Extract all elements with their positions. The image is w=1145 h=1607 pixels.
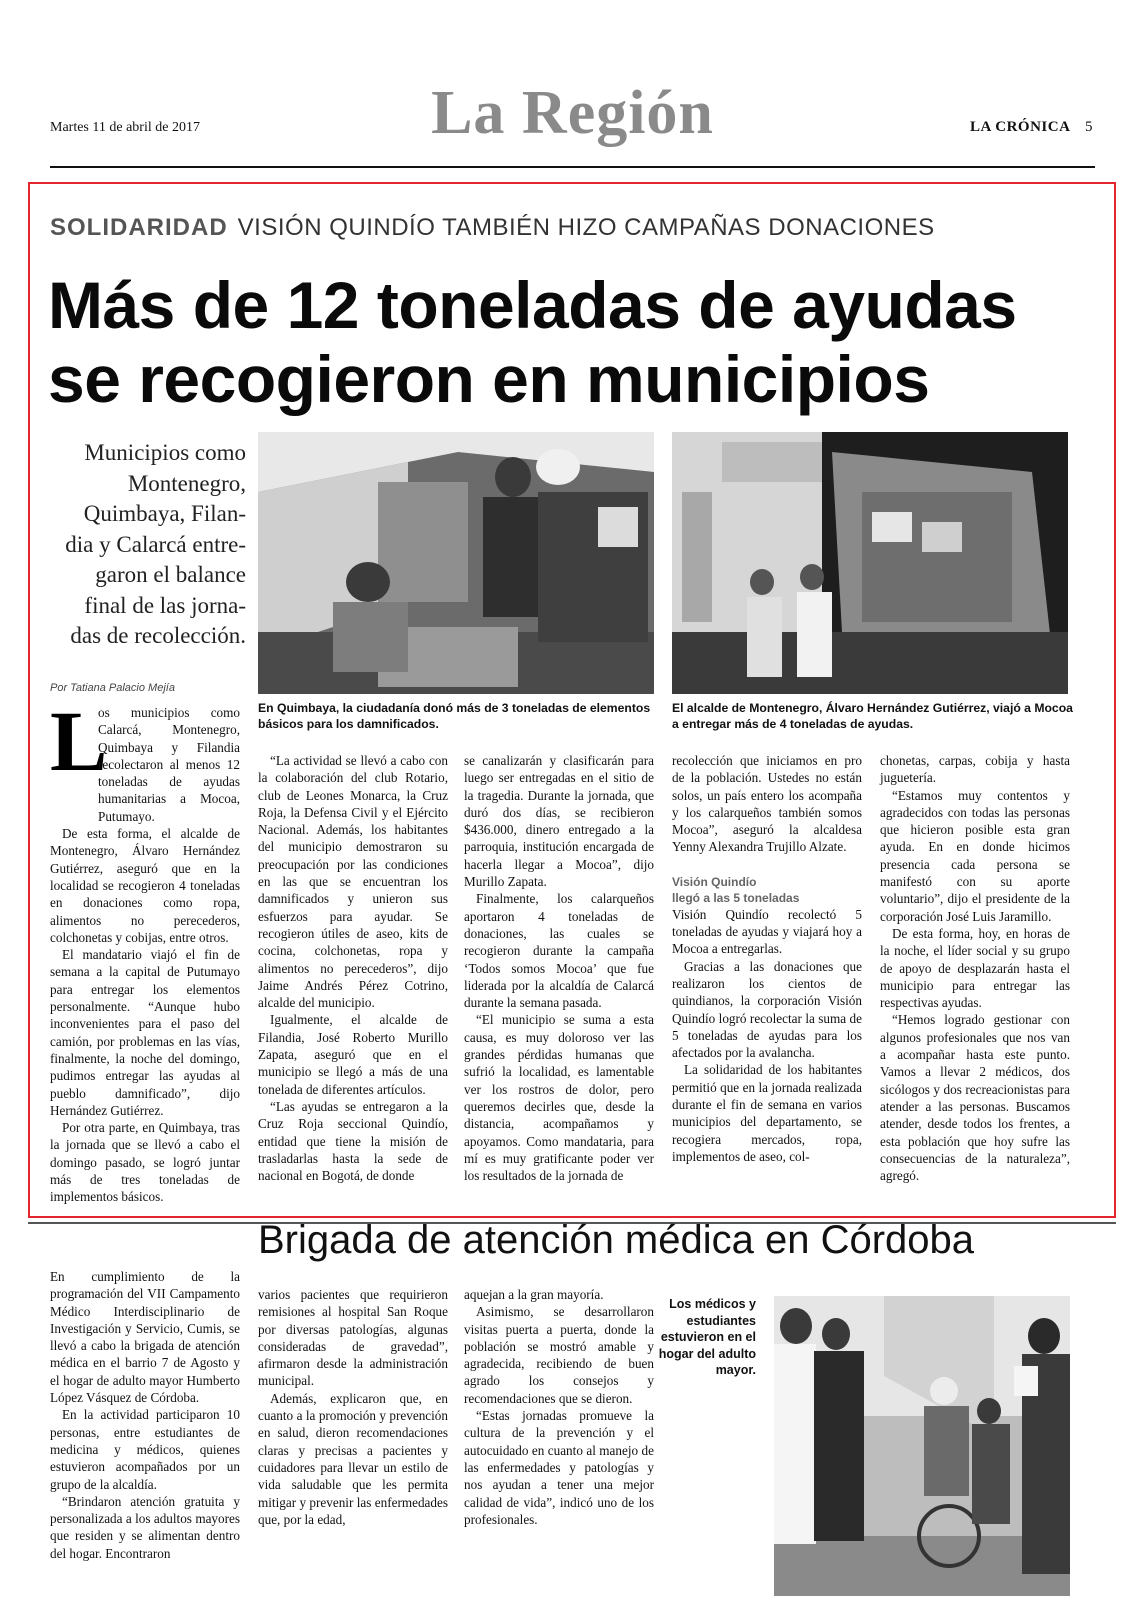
paragraph: varios pacientes que requirieron remisiones al hospital San Roque por diversas patologías, algunas consideradas de gravedad”, afirmaron desde la administración municipal. (258, 1287, 448, 1389)
drop-cap: L (50, 693, 108, 789)
paragraph: recolección que iniciamos en pro de la población. Ustedes no están solos, un país entero los acompaña y los calarqueños también somos Mocoa”, aseguró la alcaldesa Yenny Alexandra Trujillo Alzate. (672, 753, 862, 855)
photo-caption-montenegro: El alcalde de Montenegro, Álvaro Hernández Gutiérrez, viajó a Mocoa a entregar más de 4 toneladas de ayudas. (672, 701, 1073, 731)
photo-caption-quimbaya: En Quimbaya, la ciudadanía donó más de 3 toneladas de elementos básicos para los damnificados. (258, 701, 651, 731)
deck-line: garon el balance (95, 562, 246, 587)
headline-line-1: Más de 12 toneladas de ayudas (48, 268, 1017, 342)
deck-line: Municipios como (84, 440, 246, 465)
paragraph: De esta forma, el alcalde de Montenegro, Álvaro Hernández Gutiérrez, aseguró que en la localidad se recogieron 4 toneladas en donaciones como ropa, alimentos no perecederos, colchonetas y cobijas, entre otros. (50, 826, 240, 945)
article2-column-1 (50, 1268, 240, 1562)
article-deck (50, 438, 246, 652)
paragraph: El mandatario viajó el fin de semana a la capital de Putumayo para entregar los elementos personalmente. “Aunque hubo inconvenientes para el paso del camión, por problemas en las vías, finalmente, la noche del domingo, pudimos entregar las ayudas al pueblo damnificado”, dijo Hernández Gutiérrez. (50, 947, 240, 1118)
paragraph: Visión Quindío recolectó 5 toneladas de ayudas y viajará hoy a Mocoa a entregarlas. (672, 906, 862, 957)
main-headline (48, 268, 1098, 416)
paragraph: “Hemos logrado gestionar con algunos profesionales que nos van a acompañar hasta este punto. Vamos a llevar 2 médicos, dos sicólogos y dos recreacionistas para atender a las personas. Buscamos atender, desde todos los frentes, a esta población que hoy sufre las consecuencias de la naturaleza”, agregó. (880, 1012, 1070, 1184)
deck-line: final de las jorna- (84, 592, 246, 618)
paragraph: chonetas, carpas, cobija y hasta juguetería. (880, 753, 1070, 786)
subhead-line: Visión Quindío (672, 874, 757, 889)
paragraph: Asimismo, se desarrollaron visitas puerta a puerta, donde la población se mostró amable y agradecida, recibiendo de buen agrado los consejos y recomendaciones que se dieron. (464, 1304, 654, 1406)
page-number: 5 (1085, 119, 1093, 135)
secondary-headline: Brigada de atención médica en Córdoba (258, 1218, 975, 1262)
article-column-4 (672, 752, 862, 1165)
kicker (50, 214, 935, 242)
paragraph: “Las ayudas se entregaron a la Cruz Roja seccional Quindío, entidad que tiene la misión de trasladarlas hasta la sede de nacional en Bogotá, de donde (258, 1098, 448, 1184)
paragraph: “El municipio se suma a esta causa, es muy doloroso ver las grandes pérdidas humanas que sufrió la localidad, es lamentable ver los rostros de dolor, pero queremos decirles que, desde la distancia, acompañamos y apoyamos. Como mandataria, para mí es muy gratificante poder ver los resultados de la jornada de (464, 1012, 654, 1184)
deck-line: Montenegro, (127, 470, 246, 496)
article-column-2 (258, 752, 448, 1184)
paragraph: “Estas jornadas promueve la cultura de la prevención y el autocuidado en cuanto al manejo de las enfermedades y patologías y nos ayudan a tener una mejor calidad de vida”, indicó uno de los profesionales. (464, 1408, 654, 1527)
paragraph: se canalizarán y clasificarán para luego ser entregadas en el sitio de la tragedia. Durante la jornada, que duró dos días, se recibieron $436.000, dinero entregado a la parroquia, institución encargada de hacerla llegar a Mocoa”, dijo Murillo Zapata. (464, 753, 654, 890)
paragraph: “La actividad se llevó a cabo con la colaboración del club Rotario, club de Leones Monarca, la Cruz Roja, la Defensa Civil y el Ejército Nacional. Además, los habitantes del municipio demostraron su preocupación por las condiciones en las que se encuentran los damnificados y unieron sus esfuerzos para ayudar. Se recogieron útiles de aseo, kits de cocina, colchonetas, ropa y alimentos no perecederos”, dijo Jaime Andrés Pérez Cotrino, alcalde del municipio. (258, 753, 448, 1011)
subhead-vision-quindio (672, 874, 862, 906)
photo-montenegro (672, 432, 1068, 694)
kicker-label: SOLIDARIDAD (50, 214, 228, 241)
paragraph: aquejan a la gran mayoría. (464, 1287, 604, 1302)
paragraph: Además, explicaron que, en cuanto a la promoción y prevención en salud, dieron recomendaciones claras y precisas a pacientes y cuidadores para llevar un estilo de vida saludable que les permita mitigar y prevenir las enfermedades que, por la edad, (258, 1390, 448, 1527)
deck-line: dia y Calarcá entre- (65, 531, 246, 557)
issue-date: Martes 11 de abril de 2017 (50, 120, 200, 135)
photo-quimbaya-image (258, 432, 654, 694)
article-column-1 (50, 693, 240, 1206)
paragraph: En cumplimiento de la programación del VII Campamento Médico Interdisciplinario de Investigación y Servicio, Cumis, se llevó a cabo la brigada de atención médica en el barrio 7 de Agosto y el hogar de adulto mayor Humberto López Vásquez de Córdoba. (50, 1269, 240, 1406)
paragraph: os municipios como Calarcá, Montenegro, Quimbaya y Filandia recolectaron al menos 12 toneladas de ayudas humanitarias a Mocoa, Putumayo. (98, 705, 240, 824)
article-column-3 (464, 752, 654, 1184)
photo-montenegro-image (672, 432, 1068, 694)
headline-line-2: se recogieron en municipios (48, 342, 930, 416)
photo-cordoba-image (774, 1296, 1070, 1596)
photo-cordoba (774, 1296, 1070, 1596)
paragraph: La solidaridad de los habitantes permitió que en la jornada realizada durante el fin de semana en varios municipios del departamento, se recogiera mercados, ropa, implementos de aseo, col- (672, 1062, 862, 1164)
section-title: La Región (431, 79, 714, 147)
article2-column-2 (258, 1286, 448, 1528)
paragraph: Gracias a las donaciones que realizaron los cientos de quindianos, la corporación Visión Quindío logró recolectar la suma de 5 toneladas de ayudas para los afectados por la avalancha. (672, 958, 862, 1061)
paragraph: Por otra parte, en Quimbaya, tras la jornada que se llevó a cabo el domingo pasado, se logró juntar más de tres toneladas de implementos básicos. (50, 1120, 240, 1205)
photo-quimbaya (258, 432, 654, 694)
header-rule (50, 166, 1095, 168)
photo-caption-cordoba: Los médicos y estudiantes estuvieron en el hogar del adulto mayor. (658, 1297, 756, 1377)
paragraph: “Estamos muy contentos y agradecidos con todas las personas que hicieron posible esta gran ayuda. En en donde hicimos presencia cada persona se manifestó con su aporte voluntario”, dijo el presidente de la corporación José Luis Jaramillo. (880, 787, 1070, 924)
kicker-text: VISIÓN QUINDÍO TAMBIÉN HIZO CAMPAÑAS DONACIONES (237, 214, 935, 241)
paragraph: Finalmente, los calarqueños aportaron 4 toneladas de donaciones, las cuales se recogieron durante la campaña ‘Todos somos Mocoa’ que fue liderada por la alcaldía de Calarcá durante la semana pasada. (464, 891, 654, 1011)
deck-line: Quimbaya, Filan- (83, 501, 246, 526)
byline: Por Tatiana Palacio Mejía (50, 682, 175, 694)
deck-line: das de recolección. (70, 623, 246, 648)
article2-column-3 (464, 1286, 654, 1528)
newspaper-name: LA CRÓNICA (970, 119, 1071, 135)
paragraph: Igualmente, el alcalde de Filandia, José Roberto Murillo Zapata, aseguró que en el municipio se llegó a más de una tonelada de diferentes artículos. (258, 1012, 448, 1097)
paragraph: En la actividad participaron 10 personas, entre estudiantes de medicina y médicos, quienes estuvieron acompañados por un grupo de la alcaldía. (50, 1407, 240, 1492)
subhead-line: llegó a las 5 toneladas (672, 890, 800, 905)
paragraph: “Brindaron atención gratuita y personalizada a los adultos mayores que residen y se alimentan dentro del hogar. Encontraron (50, 1493, 240, 1561)
article-column-5 (880, 752, 1070, 1184)
paragraph: De esta forma, hoy, en horas de la noche, el líder social y su grupo de apoyo de desplazarán hasta el municipio para entregar las respectivas ayudas. (880, 925, 1070, 1011)
